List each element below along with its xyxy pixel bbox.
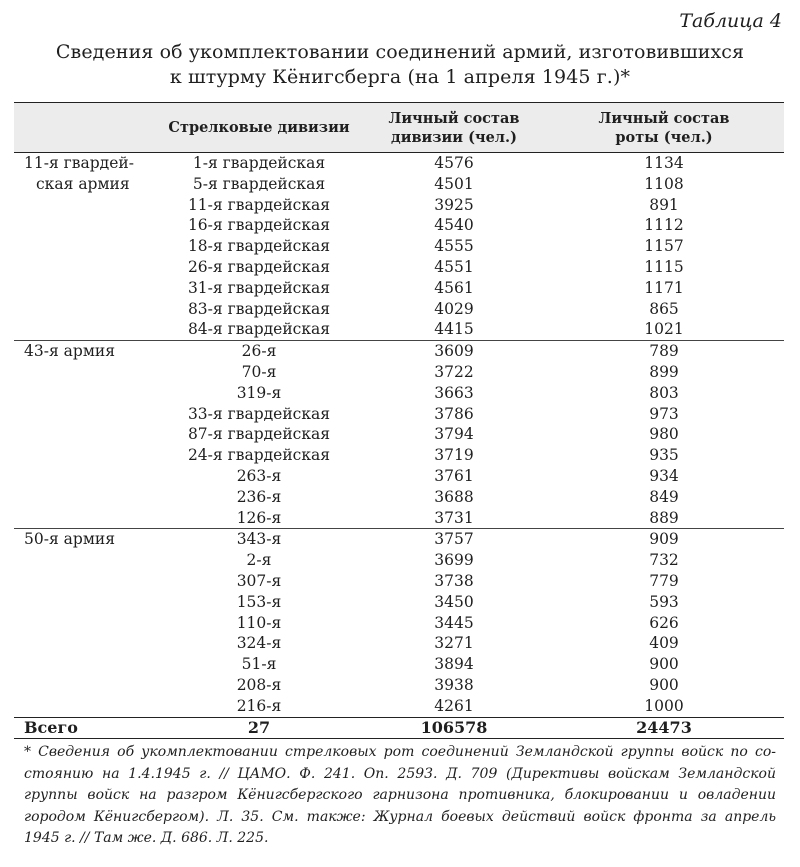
header-company-personnel	[544, 103, 784, 153]
division-name: 84-я гвардейская	[187, 320, 331, 339]
company-personnel: 1000	[644, 696, 684, 715]
company-personnel: 1021	[644, 320, 684, 339]
division-personnel: 4576	[364, 153, 544, 174]
division-name: 307-я	[236, 571, 282, 590]
company-personnel: 1108	[644, 174, 684, 193]
company-personnel: 935	[649, 446, 679, 465]
division-name: 343-я	[154, 529, 364, 550]
table-title	[0, 40, 800, 90]
division-personnel: 4501	[434, 174, 474, 193]
division-personnel: 3925	[434, 195, 474, 214]
division-name: 11-я гвардейская	[187, 195, 331, 214]
table-row	[14, 153, 784, 174]
division-personnel: 3719	[434, 446, 474, 465]
division-name: 31-я гвардейская	[187, 278, 331, 297]
division-name: 216-я	[236, 696, 282, 715]
division-name: 153-я	[236, 592, 282, 611]
division-personnel: 3761	[434, 466, 474, 485]
header-division-personnel	[364, 103, 544, 153]
army-name	[14, 341, 154, 529]
footnote-line: 1945 г. // Там же. Д. 686. Л. 225.	[24, 830, 269, 846]
division-name: 110-я	[236, 613, 282, 632]
army-name-line-1: 50-я армия	[24, 530, 115, 549]
title-line-2: к штурму Кёнигсберга (на 1 апреля 1945 г.)*	[169, 66, 631, 88]
header-army	[14, 103, 154, 153]
division-name: 5-я гвардейская	[192, 174, 326, 193]
division-name: 18-я гвардейская	[187, 237, 331, 256]
company-personnel: 779	[649, 571, 679, 590]
company-personnel: 909	[544, 529, 784, 550]
header-division-personnel-line-2: дивизии (чел.)	[391, 128, 517, 146]
company-personnel: 980	[649, 425, 679, 444]
division-name: 26-я	[154, 341, 364, 362]
division-personnel: 4029	[434, 299, 474, 318]
table-label: Таблица 4	[679, 10, 782, 32]
footnote-line: городом Кёнигсбергом). Л. 35. См. также: Журнал боевых действий войск фронта за апрель	[24, 808, 776, 825]
division-name: 319-я	[236, 383, 282, 402]
company-personnel: 409	[649, 634, 679, 653]
footnote-line: группы войск на разгром Кёнигсбергского гарнизона противника, блокировании и овладении	[24, 787, 776, 803]
title-line-1: Сведения об укомплектовании соединений армий, изготовившихся	[55, 41, 745, 63]
division-name: 16-я гвардейская	[187, 216, 331, 235]
company-personnel: 1115	[644, 257, 684, 276]
division-personnel: 3445	[434, 613, 474, 632]
header-row	[14, 103, 784, 153]
company-personnel: 900	[649, 655, 679, 674]
company-personnel: 593	[649, 592, 679, 611]
division-personnel: 3894	[434, 655, 474, 674]
division-personnel: 3731	[434, 508, 474, 527]
division-personnel: 4551	[434, 257, 474, 276]
division-personnel: 3663	[434, 383, 474, 402]
division-personnel: 4561	[434, 278, 474, 297]
division-name: 33-я гвардейская	[187, 404, 331, 423]
table-row	[14, 529, 784, 550]
division-name: 2-я	[246, 551, 272, 570]
division-name: 51-я	[241, 655, 277, 674]
division-personnel: 4261	[434, 696, 474, 715]
company-personnel: 789	[544, 341, 784, 362]
army-name	[14, 529, 154, 717]
total-divisions: 27	[154, 717, 364, 739]
header-company-personnel-line-2: роты (чел.)	[615, 128, 713, 146]
division-personnel: 3938	[434, 675, 474, 694]
company-personnel: 732	[649, 551, 679, 570]
division-personnel: 3450	[434, 592, 474, 611]
personnel-table	[14, 102, 784, 739]
company-personnel: 1112	[644, 216, 684, 235]
division-name: 236-я	[236, 487, 282, 506]
division-name: 1-я гвардейская	[154, 153, 364, 174]
division-personnel: 3757	[364, 529, 544, 550]
division-personnel: 4415	[434, 320, 474, 339]
company-personnel: 626	[649, 613, 679, 632]
division-personnel: 3722	[434, 362, 474, 381]
army-name-line-2: ская армия	[36, 175, 130, 193]
footnote-line: стоянию на 1.4.1945 г. // ЦАМО. Ф. 241. Оп. 2593. Д. 709 (Директивы войскам Земландской	[24, 765, 776, 782]
company-personnel: 899	[649, 362, 679, 381]
division-personnel: 3609	[364, 341, 544, 362]
company-personnel: 1171	[644, 278, 684, 297]
army-name-line-1: 11-я гвардей-	[24, 154, 134, 172]
footnote-line: * Сведения об укомплектовании стрелковых рот соединений Земландской группы войск по со-	[24, 744, 776, 760]
division-name: 83-я гвардейская	[187, 299, 331, 318]
division-personnel: 4540	[434, 216, 474, 235]
division-name: 26-я гвардейская	[187, 257, 331, 276]
company-personnel: 889	[649, 508, 679, 527]
company-personnel: 934	[649, 466, 679, 485]
company-personnel: 803	[649, 383, 679, 402]
division-name: 87-я гвардейская	[187, 425, 331, 444]
header-division-personnel-line-1: Личный состав	[388, 109, 520, 127]
header-divisions: Стрелковые дивизии	[154, 103, 364, 153]
division-name: 208-я	[236, 675, 282, 694]
company-personnel: 1134	[544, 153, 784, 174]
total-personnel: 106578	[364, 717, 544, 739]
total-company: 24473	[544, 717, 784, 739]
division-name: 24-я гвардейская	[187, 446, 331, 465]
total-row	[14, 717, 784, 739]
footnote	[24, 742, 776, 850]
division-personnel: 3786	[434, 404, 474, 423]
company-personnel: 900	[649, 675, 679, 694]
company-personnel: 865	[649, 299, 679, 318]
division-personnel: 3794	[434, 425, 474, 444]
company-personnel: 973	[649, 404, 679, 423]
division-personnel: 3271	[434, 634, 474, 653]
total-label: Всего	[14, 717, 154, 739]
army-name	[14, 153, 154, 341]
division-name: 263-я	[236, 466, 282, 485]
table-body	[14, 153, 784, 718]
division-name: 126-я	[236, 508, 282, 527]
company-personnel: 1157	[644, 237, 684, 256]
division-personnel: 3699	[434, 551, 474, 570]
division-personnel: 4555	[434, 237, 474, 256]
table-row	[14, 341, 784, 362]
division-personnel: 3688	[434, 487, 474, 506]
header-company-personnel-line-1: Личный состав	[598, 109, 730, 127]
company-personnel: 849	[649, 487, 679, 506]
army-name-line-1: 43-я армия	[24, 342, 115, 361]
division-name: 70-я	[241, 362, 277, 381]
company-personnel: 891	[649, 195, 679, 214]
division-personnel: 3738	[434, 571, 474, 590]
division-name: 324-я	[236, 634, 282, 653]
